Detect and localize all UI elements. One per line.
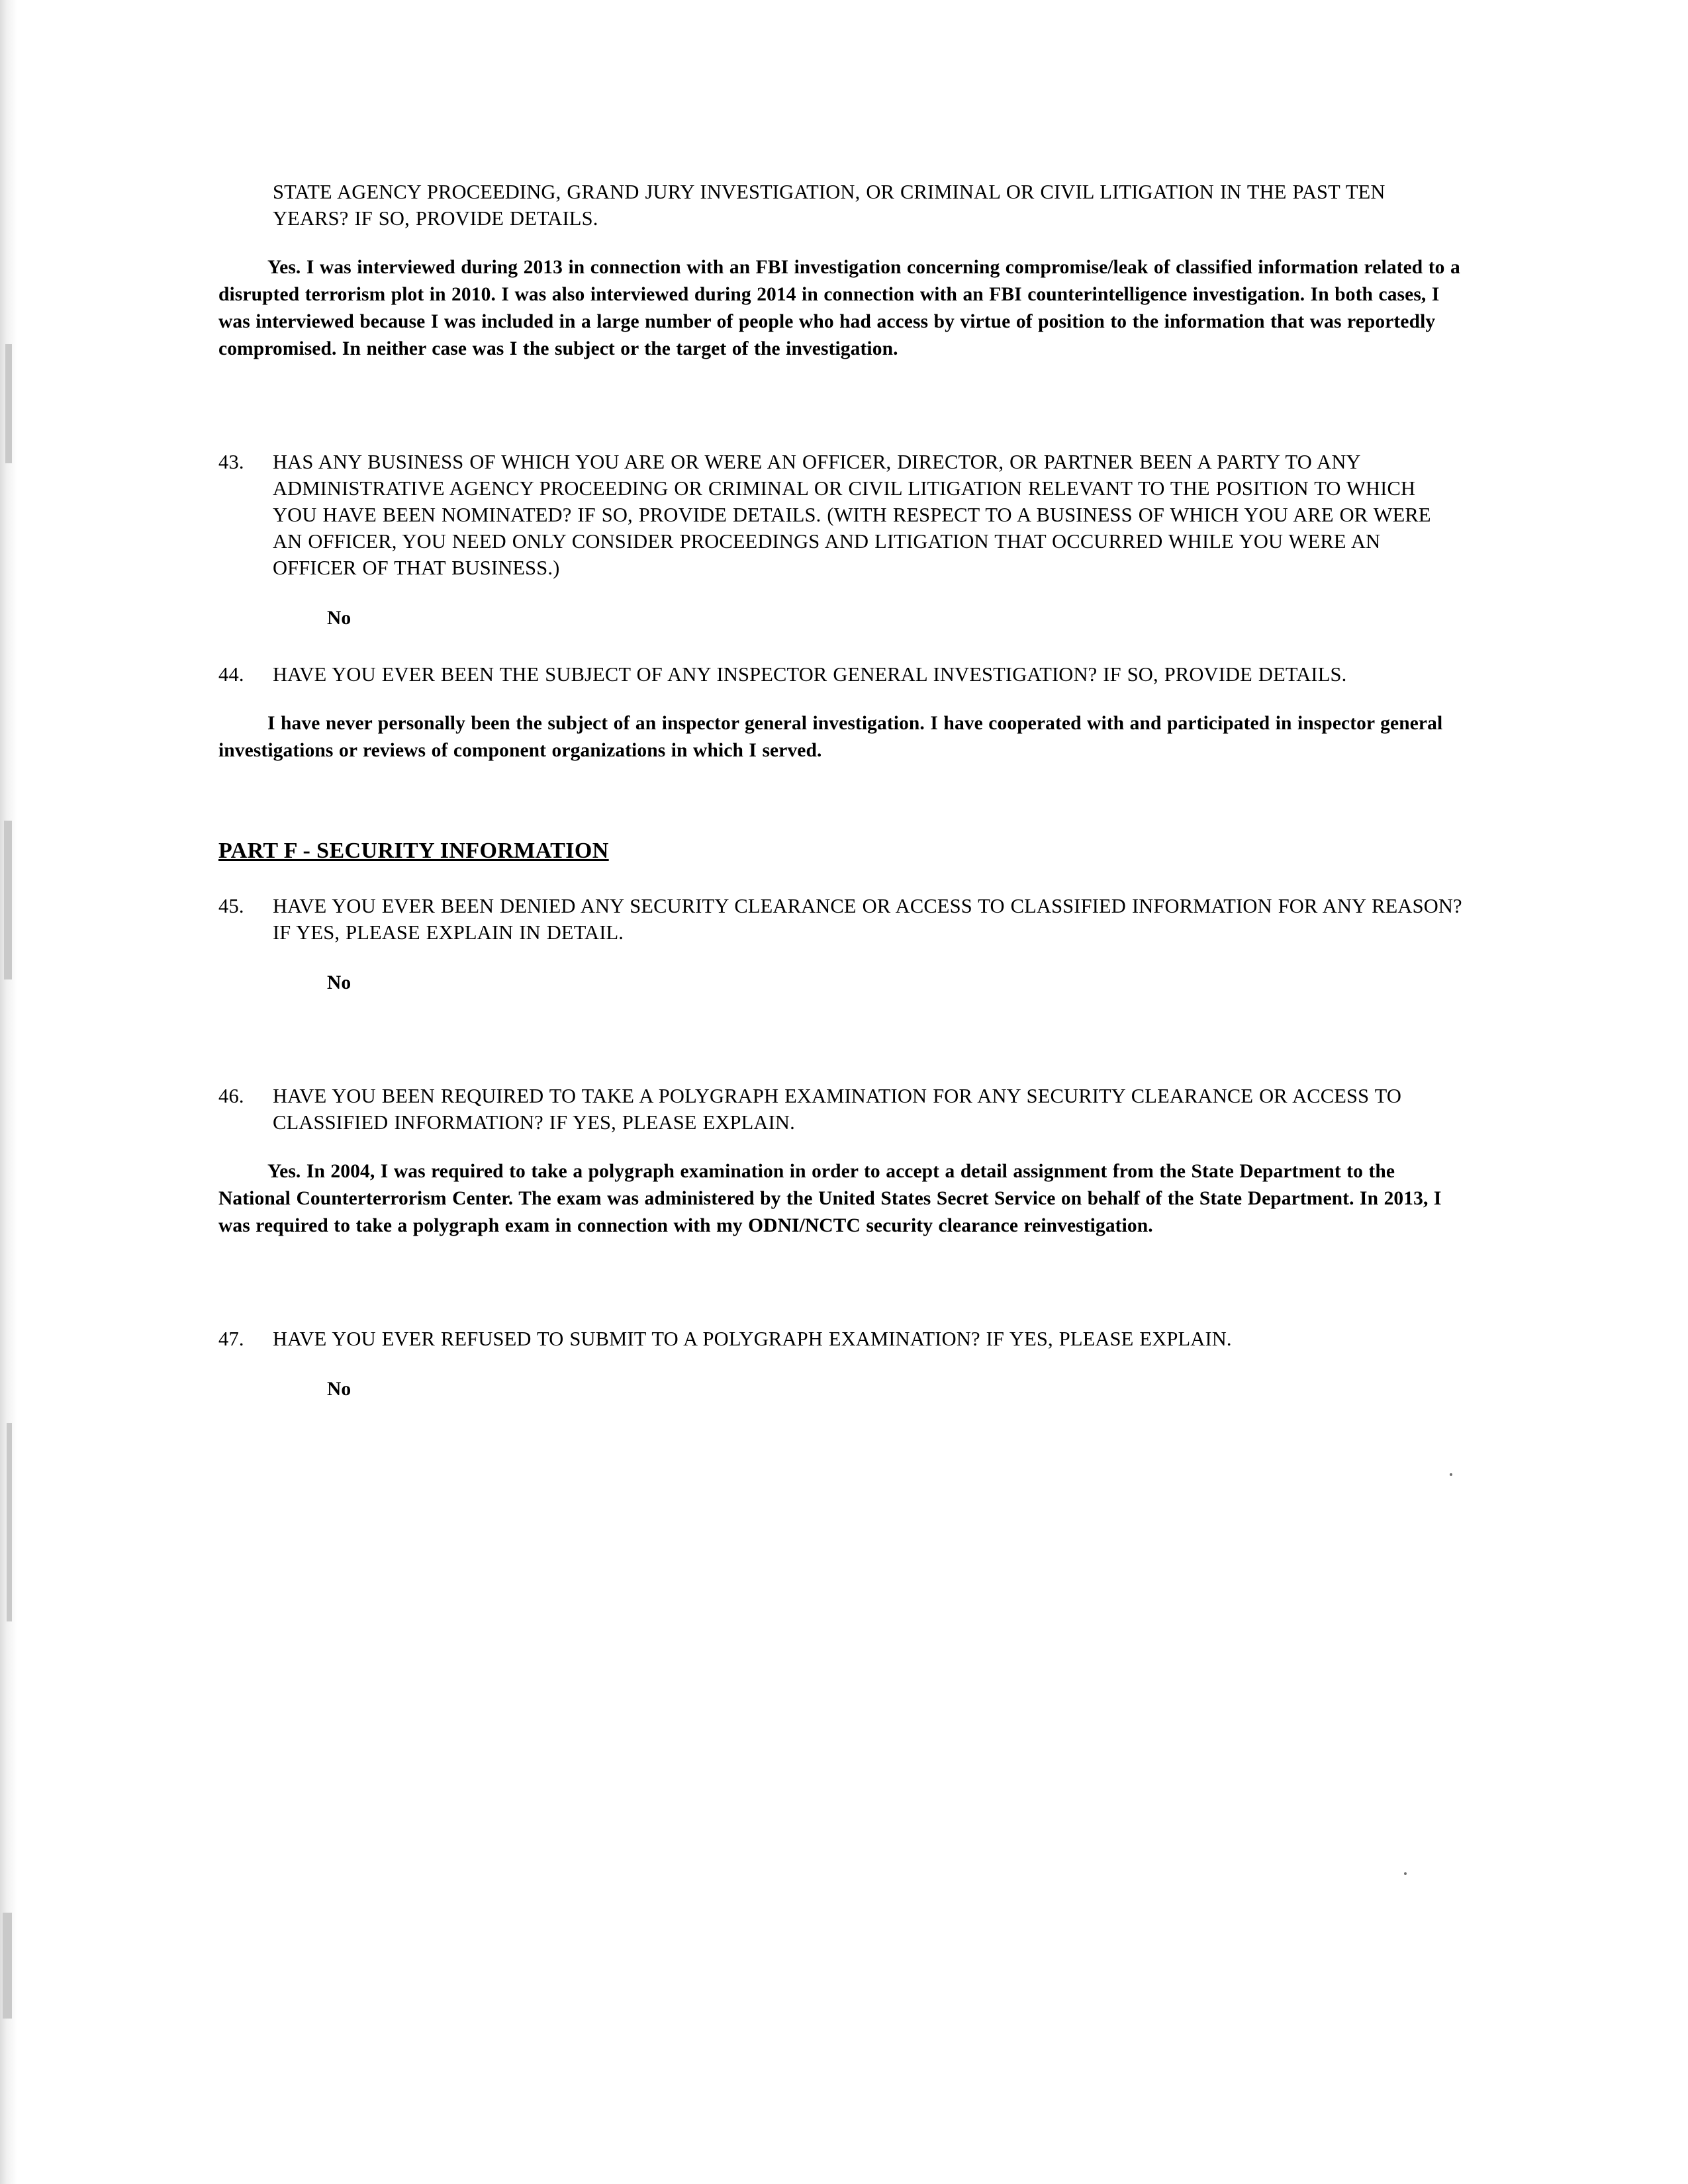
- spacer: [218, 1240, 1463, 1297]
- scan-speck: [3, 1913, 12, 2019]
- question-46: [218, 1083, 1463, 1136]
- question-43-text: HAS ANY BUSINESS OF WHICH YOU ARE OR WERE AN OFFICER, DIRECTOR, OR PARTNER BEEN A PARTY TO ANY ADMINISTRATIVE AGENCY PROCEEDING OR CRIMINAL OR CIVIL LITIGATION RELEVANT TO THE POSITION TO WHICH YOU HAVE BEEN NOMINATED? IF SO, PROVIDE DETAILS. (WITH RESPECT TO A BUSINESS OF WHICH YOU ARE OR WERE AN OFFICER, YOU NEED ONLY CONSIDER PROCEEDINGS AND LITIGATION THAT OCCURRED WHILE YOU WERE AN OFFICER OF THAT BUSINESS.): [273, 451, 1431, 579]
- question-43: [218, 449, 1463, 581]
- scan-speck: [5, 344, 12, 463]
- answer-44: I have never personally been the subject of an inspector general investigation. I have cooperated with and participated in inspector general investigations or reviews of component organizations in which I served.: [218, 713, 1443, 761]
- answer-47: No: [327, 1379, 352, 1400]
- scan-speck: [1450, 1473, 1452, 1476]
- question-47: [218, 1326, 1463, 1352]
- question-45-number: 45.: [218, 895, 244, 917]
- question-44-number: 44.: [218, 663, 244, 686]
- question-46-text: HAVE YOU BEEN REQUIRED TO TAKE A POLYGRAPH EXAMINATION FOR ANY SECURITY CLEARANCE OR ACCESS TO CLASSIFIED INFORMATION? IF YES, PLEASE EXPLAIN.: [273, 1085, 1402, 1134]
- question-43-number: 43.: [218, 451, 244, 473]
- question-46-number: 46.: [218, 1085, 244, 1107]
- question-45: [218, 893, 1463, 946]
- answer-43: No: [327, 608, 352, 629]
- scan-speck: [7, 1423, 12, 1621]
- question-44: [218, 661, 1463, 688]
- question-44-text: HAVE YOU EVER BEEN THE SUBJECT OF ANY INSPECTOR GENERAL INVESTIGATION? IF SO, PROVIDE DETAILS.: [273, 663, 1347, 686]
- spacer: [218, 997, 1463, 1054]
- question-47-number: 47.: [218, 1328, 244, 1350]
- question-45-text: HAVE YOU EVER BEEN DENIED ANY SECURITY CLEARANCE OR ACCESS TO CLASSIFIED INFORMATION FOR ANY REASON? IF YES, PLEASE EXPLAIN IN DETAIL.: [273, 895, 1462, 944]
- document-body: [218, 179, 1463, 1403]
- scan-speck: [4, 821, 12, 979]
- question-42-continuation: STATE AGENCY PROCEEDING, GRAND JURY INVESTIGATION, OR CRIMINAL OR CIVIL LITIGATION IN THE PAST TEN YEARS? IF SO, PROVIDE DETAILS.: [273, 181, 1385, 230]
- part-f-heading: PART F - SECURITY INFORMATION: [218, 839, 609, 863]
- answer-45: No: [327, 972, 352, 993]
- scan-edge-artifact: [0, 0, 17, 2184]
- scan-speck: [1404, 1872, 1407, 1875]
- answer-46: Yes. In 2004, I was required to take a polygraph examination in order to accept a detail assignment from the State Department to the National Counterterrorism Center. The exam was administered by the United States Secret Service on behalf of the State Department. In 2013, I was required to take a polygraph exam in connection with my ODNI/NCTC security clearance reinvestigation.: [218, 1161, 1442, 1236]
- answer-42: Yes. I was interviewed during 2013 in connection with an FBI investigation concerning compromise/leak of classified information related to a disrupted terrorism plot in 2010. I was also interviewed during 2014 in connection with an FBI counterintelligence investigation. In both cases, I was interviewed because I was included in a large number of people who had access by virtue of position to the information that was reportedly compromised. In neither case was I the subject or the target of the investigation.: [218, 257, 1460, 359]
- spacer: [218, 363, 1463, 420]
- question-47-text: HAVE YOU EVER REFUSED TO SUBMIT TO A POLYGRAPH EXAMINATION? IF YES, PLEASE EXPLAIN.: [273, 1328, 1232, 1350]
